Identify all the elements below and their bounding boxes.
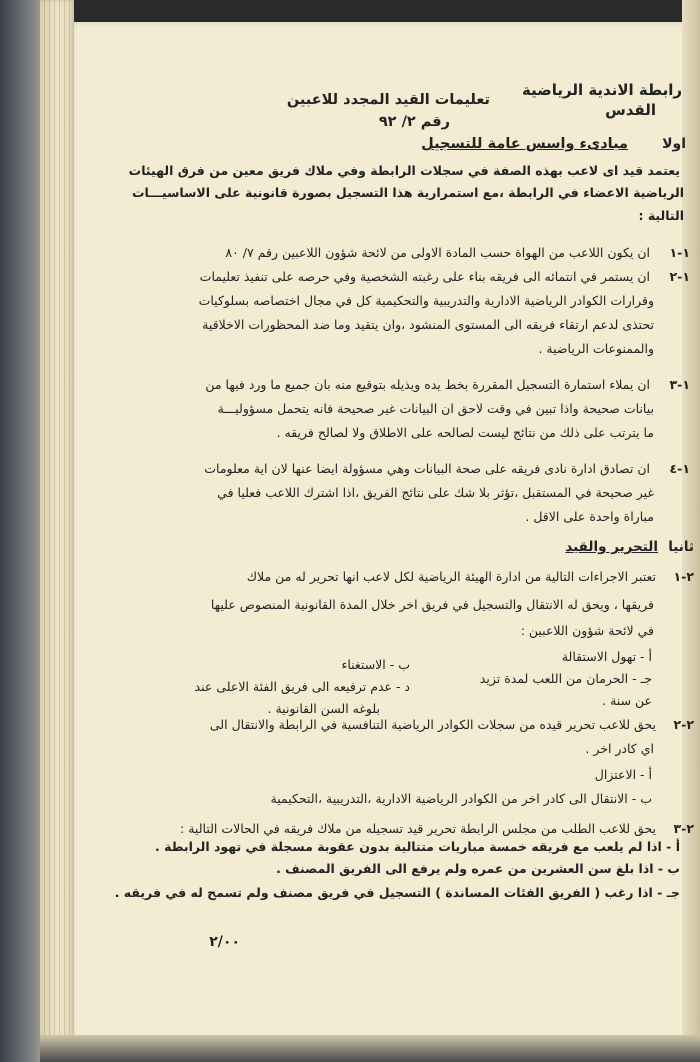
item-1-4-line1: ان تصادق ادارة نادى فريقه على صحة البيانات وهي مسؤولة ايضا عنها لان اية معلومات (204, 461, 650, 476)
org-name: رابطة الاندية الرياضية (522, 81, 682, 99)
item-2-2-number: ٢-٢ (673, 717, 694, 732)
item-2-2-line2: اي كادر اخر . (585, 741, 654, 756)
item-2-1-line3: في لائحة شؤون اللاعبين : (520, 623, 654, 638)
org-city: القدس (605, 101, 656, 119)
item-2-1-line2: فريقها ، ويحق له الانتقال والتسجيل في فريق اخر خلال المدة القانونية المنصوص عليها (210, 597, 654, 612)
page-right-edge (682, 0, 700, 1062)
binder-spine (0, 0, 40, 1062)
document-number: رقم ٢/ ٩٢ (378, 114, 450, 130)
section2-marker: ثانيا (668, 539, 694, 555)
item-1-2-line4: والممنوعات الرياضية . (538, 341, 654, 356)
bottom-shadow (40, 1035, 700, 1062)
item-2-2-line1: يحق للاعب تحرير قيده من سجلات الكوادر الرياضية التنافسية في الرابطة والانتقال الى (209, 717, 656, 732)
section1-intro-line2: الرياضية الاعضاء في الرابطة ،مع استمرارية هذا التسجيل بصورة قانونية على الاساسيـــات (131, 185, 684, 200)
item-2-1-line1: تعتبر الاجراءات التالية من ادارة الهيئة الرياضية لكل لاعب انها تحرير له من ملاك (246, 569, 656, 584)
sub3-item-c: جـ - اذا رغب ( الفريق الفئات المساندة ) التسجيل في فريق مصنف ولم تسمح له في فريقه . (114, 885, 680, 900)
item-1-2-line1: ان يستمر في انتمائه الى فريقه بناء على رغبته الشخصية وفي حرصه على تنفيذ تعليمات (199, 269, 650, 284)
sub1-item-b: ب - الاستغناء (341, 657, 410, 672)
section1-title: مبادىء واسس عامة للتسجيل (421, 136, 628, 152)
item-1-3-line2: بيانات صحيحة واذا تبين في وقت لاحق ان البيانات غير صحيحة فانه يتحمل مسؤوليـــة (217, 401, 654, 416)
sub3-item-a: أ - اذا لم يلعب مع فريقه خمسة مباريات متتالية بدون عقوبة مسجلة في تهود الرابطة . (155, 839, 680, 854)
item-1-4-number: ١-٤ (669, 461, 690, 476)
item-1-3-number: ١-٣ (669, 377, 690, 392)
sub1-item-d: د - عدم ترفيعه الى فريق الفئة الاعلى عند (194, 679, 410, 694)
section1-intro-line3: التالية : (638, 208, 684, 223)
item-2-3-number: ٢-٣ (673, 821, 694, 836)
sub3-item-b: ب - اذا بلغ سن العشرين من عمره ولم يرفع الى الفريق المصنف . (276, 861, 680, 876)
item-1-2-number: ١-٢ (669, 269, 690, 284)
sub2-item-a: أ - الاعتزال (594, 767, 652, 782)
sub1-item-c: جـ - الحرمان من اللعب لمدة تزيد (479, 671, 652, 686)
item-1-3-line1: ان يملاء استمارة التسجيل المقررة بخط يده ويذيله بتوقيع منه بان جميع ما ورد فيها من (205, 377, 650, 392)
item-1-2-line2: وقرارات الكوادر الرياضية الادارية والتدريبية والتحكيمية كل في مجال اختصاصه بسلوكيات (198, 293, 654, 308)
item-1-4-line3: مباراة واحدة على الاقل . (525, 509, 654, 524)
page-stack-edge (40, 0, 74, 1062)
item-1-1-number: ١-١ (669, 245, 690, 260)
sub2-item-b: ب - الانتقال الى كادر اخر من الكوادر الرياضية الادارية ،التدريبية ،التحكيمية (270, 791, 652, 806)
section2-title: التحرير والقيد (565, 539, 658, 555)
document-title: تعليمات القيد المجدد للاعبين (286, 92, 490, 108)
sub1-item-d-cont: بلوغه السن القانونية . (267, 701, 380, 716)
item-2-1-number: ٢-١ (673, 569, 694, 584)
item-1-3-line3: ما يترتب على ذلك من نتائج ليست لصالحه على الاطلاق ولا لصالح فريقه . (276, 425, 654, 440)
item-1-4-line2: غير صحيحة في المستقبل ،تؤثر بلا شك على نتائج الفريق ،اذا اشترك اللاعب فعليا في (217, 485, 654, 500)
item-1-2-line3: تحتذى لدعم ارتقاء فريقه الى المستوى المنشود ،وان يتقيد وما ضد المحظورات الاخلاقية (202, 317, 654, 332)
sub1-item-c-cont: عن سنة . (602, 693, 652, 708)
page-continuation-marker: ٢/٠٠ (209, 934, 240, 950)
section1-marker: اولا (662, 136, 686, 152)
sub1-item-a: أ - تهول الاستقالة (561, 649, 652, 664)
section1-intro-line1: يعتمد قيد اى لاعب بهذه الصفة في سجلات الرابطة وفي ملاك فريق معين من فرق الهيئات (128, 163, 680, 178)
item-1-1-text: ان يكون اللاعب من الهواة حسب المادة الاولى من لائحة شؤون اللاعبين رقم ٧/ ٨٠ (225, 245, 650, 260)
item-2-3-line1: يحق للاعب الطلب من مجلس الرابطة تحرير قيد تسجيله من ملاك فريقه في الحالات التالية : (180, 821, 656, 836)
